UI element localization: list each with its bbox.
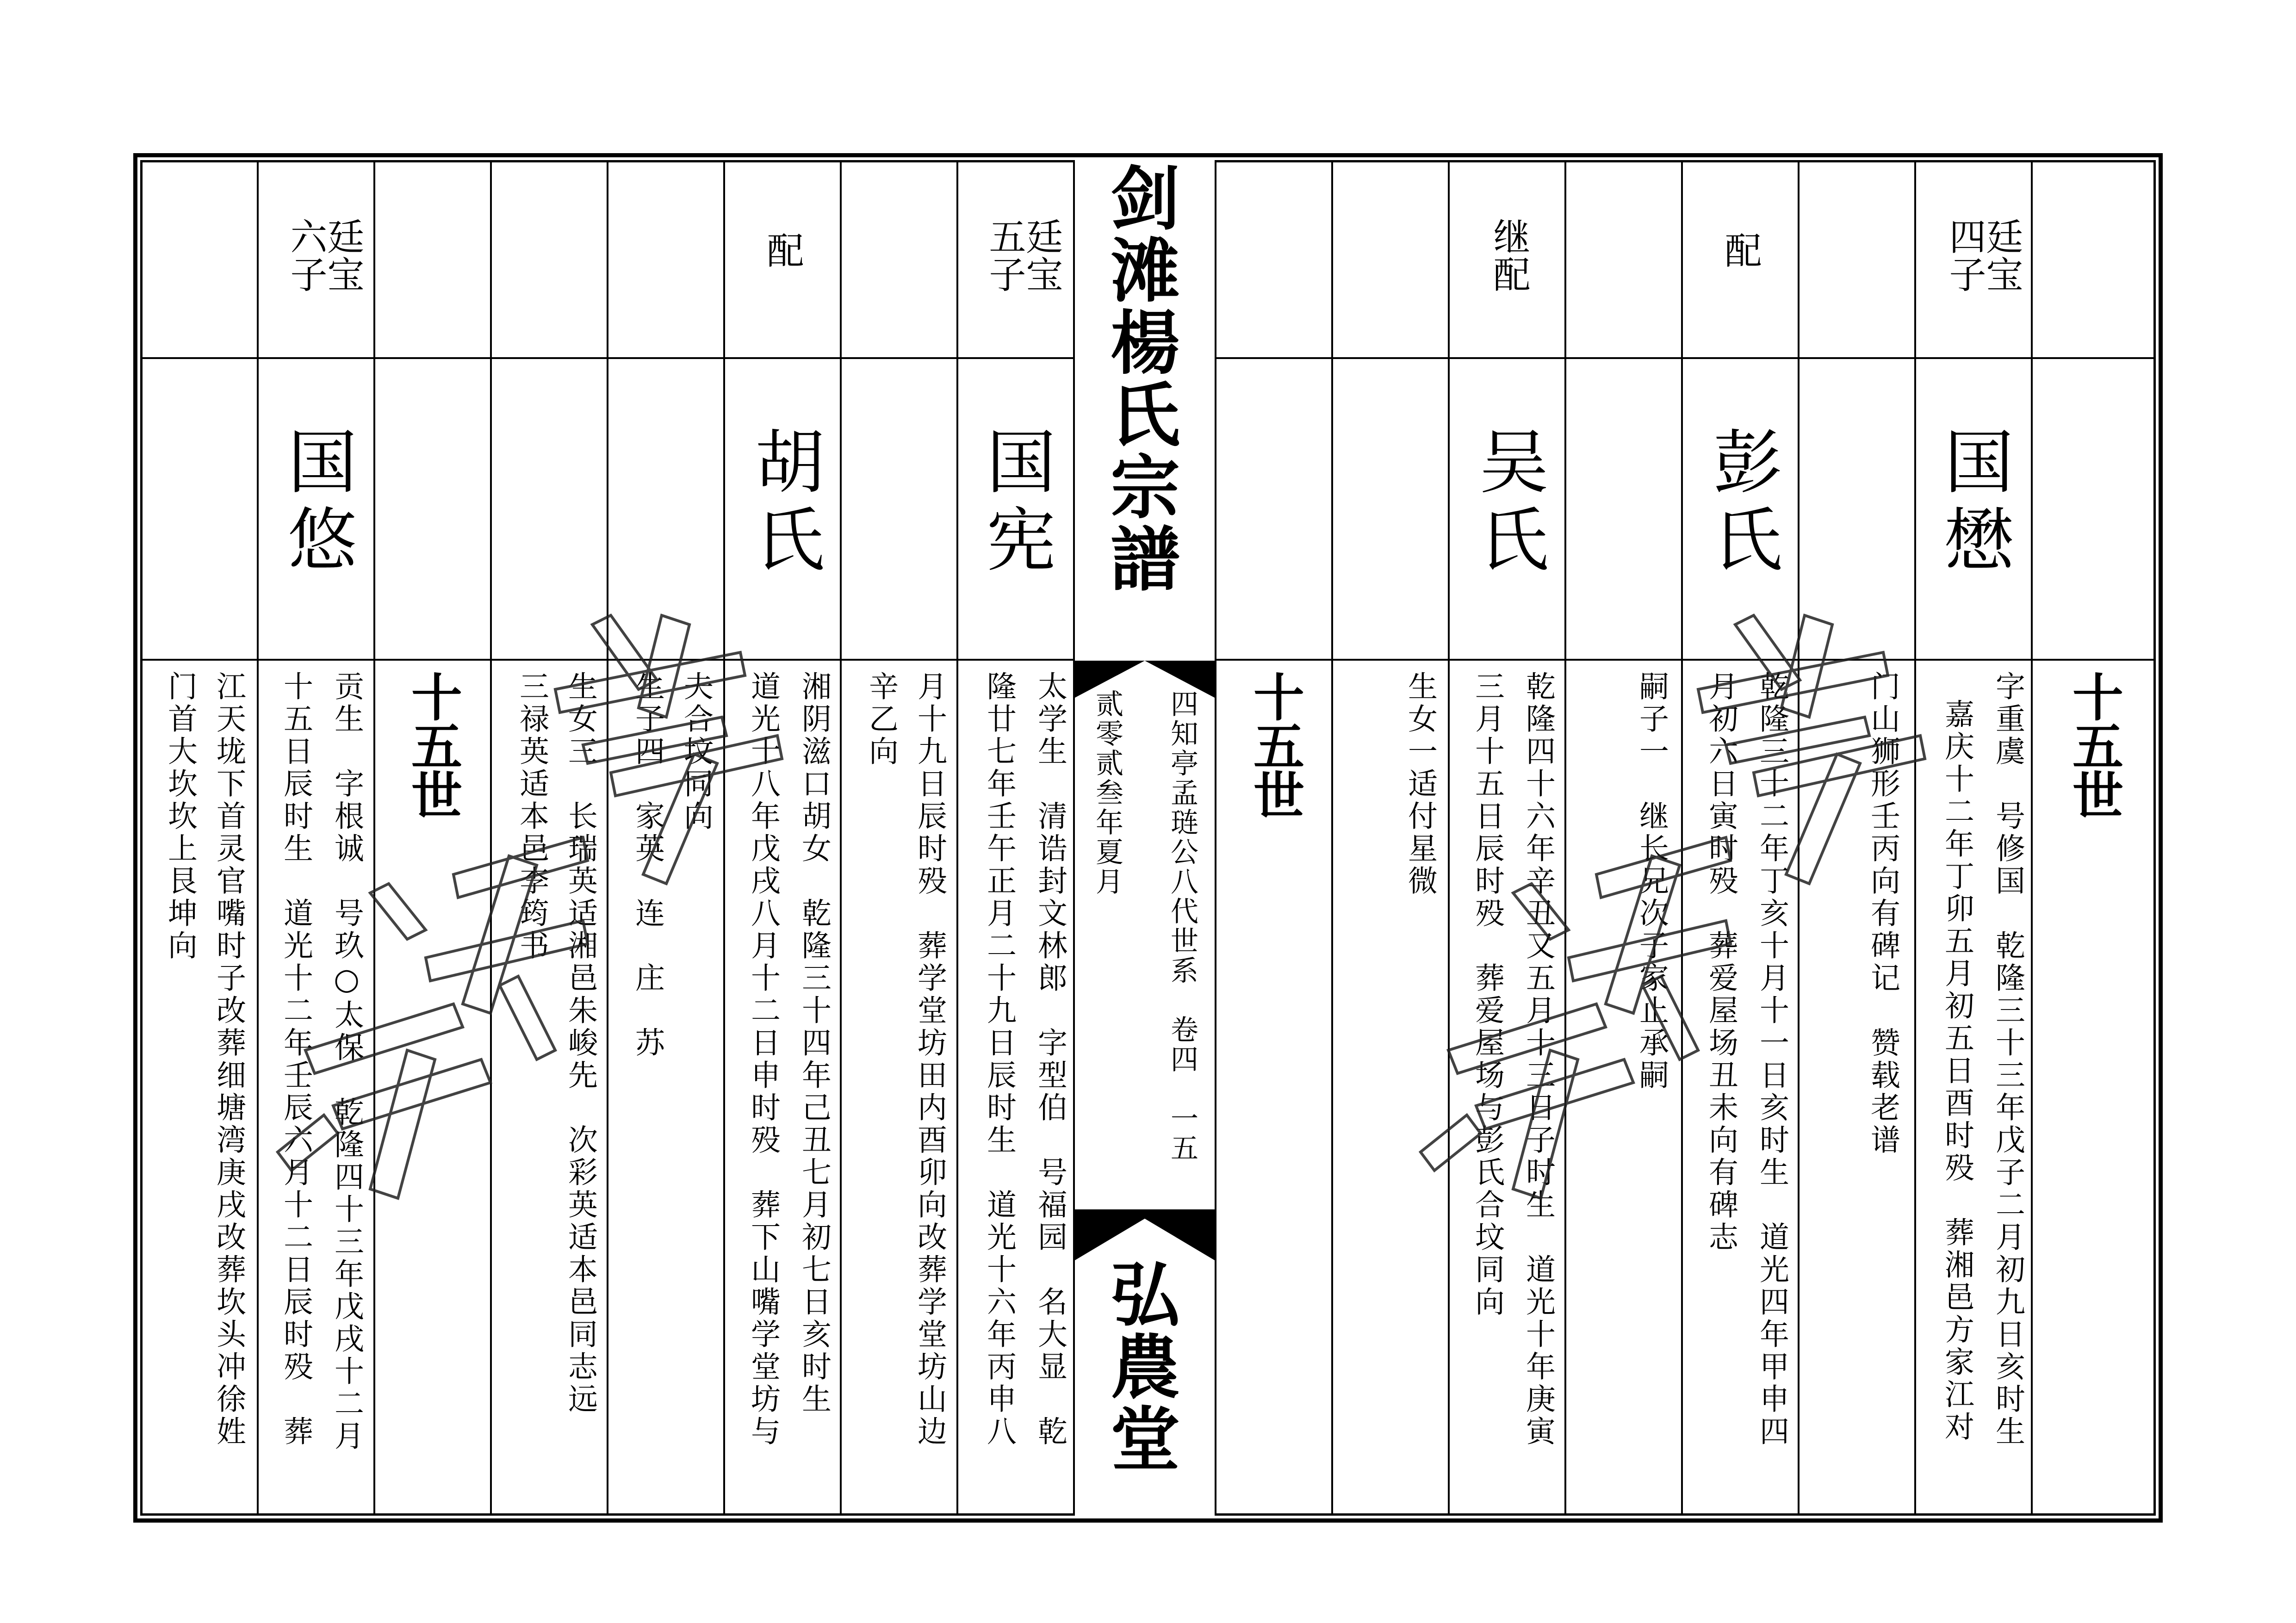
record-text: 门首大坎坎上艮坤向: [163, 671, 197, 962]
record-text: 太学生 清诰封文林郎 字型伯 号福园 名大显 乾: [1033, 671, 1067, 1448]
column-rule: [1215, 160, 1216, 1516]
record-text: 嘉庆十二年丁卯五月初五日酉时殁 葬湘邑方家江对: [1940, 699, 1974, 1443]
generation-label: 十五世: [403, 671, 462, 818]
record-text: 月十九日辰时殁 葬学堂坊田内酉卯向改葬学堂坊山边: [912, 671, 947, 1448]
watermark-seal-right: [1402, 597, 2004, 1245]
record-text: 门山狮形壬丙向有碑记 赞载老谱: [1866, 671, 1900, 1157]
title-rank: 六子: [284, 217, 327, 293]
record-text: 湘阴滋口胡女 乾隆三十四年己丑七月初七日亥时生: [797, 671, 831, 1416]
title-father: 廷宝: [1020, 217, 1063, 293]
title-rank: 五子: [983, 217, 1026, 293]
title-rank: 四子: [1943, 217, 1986, 293]
record-text: 夫合坟同向: [679, 671, 713, 833]
title-spouse: 配: [761, 231, 804, 269]
title-spouse: 配: [1719, 231, 1762, 269]
column-rule: [257, 160, 259, 1516]
record-text: 江天垅下首灵官嘴时子改葬细塘湾庚戌改葬坎头冲徐姓: [211, 671, 246, 1448]
record-text: 月初六日寅时殁 葬爱屋场丑未向有碑志: [1704, 671, 1738, 1254]
hall-name: 弘農堂: [1098, 1258, 1179, 1475]
watermark-seal-left: [259, 597, 861, 1245]
print-date: 贰零贰叁年夏月: [1091, 689, 1123, 897]
record-text: 字重虞 号修国 乾隆三十三年戊子二月初九日亥时生: [1991, 671, 2025, 1448]
generation-label: 十五世: [1245, 671, 1304, 818]
record-text: 贡生 字根诚 号玖○太保 乾隆四十三年戊戌十二月: [329, 671, 364, 1453]
record-text: 生女一适付星微: [1403, 671, 1437, 898]
title-spouse: 继配: [1487, 217, 1530, 293]
series-label: 四知亭孟琏公八代世系 卷四 一五: [1166, 689, 1198, 1163]
book-title: 剑滩楊氏宗譜: [1098, 162, 1179, 595]
column-rule: [2031, 160, 2033, 1516]
record-text: 三禄英适本邑李筠书: [515, 671, 549, 962]
column-rule: [1331, 160, 1333, 1516]
person-name: 国宪: [974, 426, 1055, 581]
person-name: 国悠: [276, 426, 356, 581]
person-name: 胡氏: [743, 426, 824, 581]
record-text: 生女三 长瑞英适湘邑朱峻先 次彩英适本邑同志远: [563, 671, 597, 1416]
person-name: 吴氏: [1467, 426, 1548, 581]
generation-label: 十五世: [2064, 671, 2123, 818]
title-father: 廷宝: [321, 217, 364, 293]
spine-rule-a: [1075, 659, 1215, 661]
record-text: 嗣子一 继长兄次子家止承嗣: [1634, 671, 1669, 1092]
person-name: 国懋: [1932, 426, 2013, 581]
title-father: 廷宝: [1980, 217, 2023, 293]
record-text: 乾隆三十二年丁亥十月十一日亥时生 道光四年甲申四: [1755, 671, 1789, 1448]
record-text: 生子四 家英 连 庄 苏: [630, 671, 664, 1059]
column-rule: [956, 160, 958, 1516]
record-text: 辛乙向: [864, 671, 898, 768]
record-text: 十五日辰时生 道光十二年壬辰六月十二日辰时殁 葬: [279, 671, 313, 1448]
person-name: 彭氏: [1701, 426, 1781, 581]
record-text: 隆廿七年壬午正月二十九日辰时生 道光十六年丙申八: [982, 671, 1016, 1448]
record-text: 三月十五日辰时殁 葬爱屋场与彭氏合坟同向: [1470, 671, 1504, 1319]
record-text: 乾隆四十六年辛丑又五月十三日子时生 道光十年庚寅: [1521, 671, 1555, 1448]
record-text: 道光十八年戊戌八月十二日申时殁 葬下山嘴学堂坊与: [746, 671, 780, 1448]
